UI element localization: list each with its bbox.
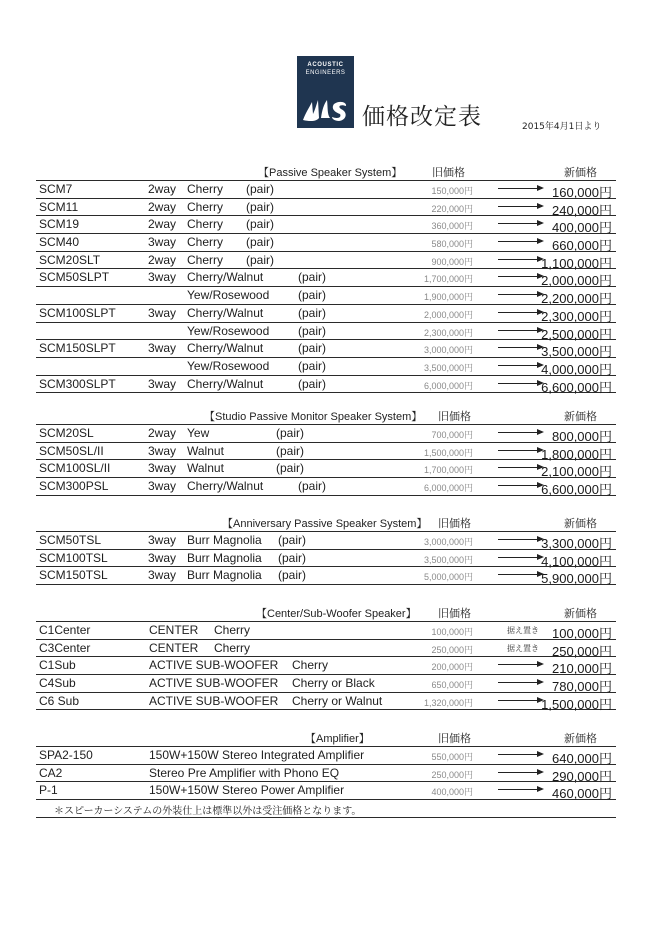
finish: Cherry [187, 182, 224, 196]
quantity-unit: (pair) [276, 426, 305, 440]
table-row [36, 180, 616, 198]
quantity-unit: (pair) [246, 252, 275, 267]
footnote-text: ＊スピーカーシステムの外装仕上は標準以外は受注価格となります。 [54, 806, 362, 818]
new-price: 1,500,000円 [541, 696, 612, 712]
new-price: 250,000円 [552, 643, 612, 659]
product-description: Stereo Pre Amplifier with Phono EQ [149, 765, 340, 780]
right-arrow-icon [498, 330, 542, 331]
old-price: 1,900,000円 [423, 292, 473, 303]
right-arrow-icon [498, 485, 542, 486]
table-row [36, 375, 616, 394]
finish: Cherry [187, 235, 224, 250]
brand-line1: ACOUSTIC [307, 62, 344, 68]
table-row [36, 233, 616, 254]
right-arrow-icon [498, 539, 542, 540]
table-row [36, 477, 616, 496]
right-arrow-icon [498, 467, 542, 468]
quantity-unit: (pair) [278, 533, 307, 547]
new-price: 1,800,000円 [541, 446, 612, 462]
quantity-unit: (pair) [298, 305, 327, 320]
table-row [36, 198, 616, 216]
finish: Walnut [187, 443, 224, 458]
footnote [36, 799, 616, 818]
old-price: 550,000円 [431, 752, 473, 762]
table-row [36, 764, 616, 782]
product-type: 3way [148, 443, 177, 458]
new-price: 6,600,000円 [541, 379, 612, 395]
atc-logo-mark-icon [301, 94, 350, 124]
section-title: 【Passive Speaker System】 [258, 167, 403, 179]
table-row [36, 639, 616, 657]
model-name: C4Sub [39, 676, 76, 691]
new-price: 3,500,000円 [541, 344, 612, 360]
product-type: 2way [148, 217, 177, 232]
model-name: SCM11 [39, 199, 79, 214]
model-name: SCM40 [39, 235, 80, 250]
old-price: 5,000,000円 [423, 572, 473, 583]
model-name: P-1 [39, 783, 58, 798]
finish: Cherry/Walnut [187, 341, 264, 356]
quantity-unit: (pair) [298, 358, 327, 373]
right-arrow-icon [498, 365, 542, 366]
new-price: 2,000,000円 [541, 273, 612, 289]
new-price: 5,900,000円 [541, 571, 612, 587]
right-arrow-icon [498, 682, 542, 683]
table-row [36, 268, 616, 289]
product-type: 2way [148, 199, 177, 214]
new-price: 2,500,000円 [541, 326, 612, 342]
finish: Cherry/Walnut [187, 376, 264, 391]
product-type: CENTER [149, 623, 199, 637]
old-price: 3,500,000円 [423, 554, 473, 565]
table-row [36, 781, 616, 802]
quantity-unit: (pair) [276, 461, 305, 476]
model-name: SPA2-150 [39, 748, 93, 762]
old-price: 360,000円 [431, 221, 473, 232]
right-arrow-icon [498, 223, 542, 224]
right-arrow-icon [498, 383, 542, 384]
model-name: SCM150TSL [39, 568, 108, 583]
quantity-unit: (pair) [278, 568, 307, 583]
table-row [36, 531, 616, 549]
model-name: C1Sub [39, 658, 76, 673]
new-price-header: 新価格 [564, 732, 597, 745]
table-row [36, 459, 616, 480]
old-price: 580,000円 [431, 239, 473, 250]
section-amplifier [36, 729, 616, 818]
right-arrow-icon [498, 241, 542, 242]
old-price: 250,000円 [431, 769, 473, 780]
old-price: 700,000円 [431, 430, 473, 440]
old-price: 200,000円 [431, 662, 473, 673]
old-price: 900,000円 [431, 256, 473, 267]
section-center-subwoofer [36, 604, 616, 710]
right-arrow-icon [498, 294, 542, 295]
finish: Cherry [292, 658, 329, 673]
effective-date: 2015年4月1日より [522, 122, 602, 132]
old-price: 1,700,000円 [423, 274, 473, 285]
right-arrow-icon [498, 259, 542, 260]
quantity-unit: (pair) [278, 550, 307, 565]
quantity-unit: (pair) [298, 376, 327, 391]
right-arrow-icon [498, 557, 542, 558]
finish: Cherry/Walnut [187, 305, 264, 320]
model-name: SCM100SL/II [39, 461, 111, 476]
old-price: 100,000円 [431, 627, 473, 637]
new-price: 4,000,000円 [541, 361, 612, 377]
new-price-header: 新価格 [564, 517, 597, 530]
section-studio-monitor [36, 407, 616, 496]
new-price: 640,000円 [552, 751, 612, 766]
model-name: C6 Sub [39, 693, 80, 708]
product-type: 3way [148, 270, 177, 285]
finish: Cherry/Walnut [187, 270, 264, 285]
product-type: 2way [148, 426, 177, 440]
table-row [36, 357, 616, 375]
table-row [36, 566, 616, 585]
right-arrow-icon [498, 574, 542, 575]
old-price: 1,500,000円 [423, 447, 473, 458]
table-row [36, 304, 616, 322]
new-price: 2,100,000円 [541, 464, 612, 480]
new-price: 1,100,000円 [541, 255, 612, 271]
quantity-unit: (pair) [276, 443, 305, 458]
new-price: 660,000円 [552, 238, 612, 254]
product-type: CENTER [149, 640, 199, 655]
quantity-unit: (pair) [246, 182, 275, 196]
product-description: 150W+150W Stereo Power Amplifier [149, 783, 345, 798]
right-arrow-icon [498, 664, 542, 665]
quantity-unit: (pair) [246, 235, 275, 250]
new-price-header: 新価格 [564, 166, 597, 179]
new-price: 460,000円 [552, 786, 612, 802]
right-arrow-icon [498, 276, 542, 277]
finish: Burr Magnolia [187, 568, 262, 583]
old-price: 2,300,000円 [423, 327, 473, 338]
product-type: 2way [148, 252, 177, 267]
finish: Cherry [187, 199, 224, 214]
product-type: 3way [148, 461, 177, 476]
finish: Yew/Rosewood [187, 288, 270, 303]
page-title: 価格改定表 [362, 104, 482, 130]
product-type: 3way [148, 479, 177, 494]
quantity-unit: (pair) [298, 341, 327, 356]
old-price-header: 旧価格 [438, 732, 471, 745]
old-price: 400,000円 [431, 787, 473, 798]
section-title: 【Amplifier】 [305, 733, 370, 745]
right-arrow-icon [498, 789, 542, 790]
section-title: 【Anniversary Passive Speaker System】 [222, 518, 428, 530]
model-name: C3Center [39, 640, 91, 655]
product-description: 150W+150W Stereo Integrated Amplifier [149, 748, 365, 762]
right-arrow-icon [498, 772, 542, 773]
new-price: 780,000円 [552, 679, 612, 695]
old-price: 3,000,000円 [423, 537, 473, 547]
new-price: 2,300,000円 [541, 308, 612, 324]
model-name: SCM300PSL [39, 479, 109, 494]
right-arrow-icon [498, 188, 542, 189]
product-type: 3way [148, 533, 177, 547]
new-price: 160,000円 [552, 185, 612, 200]
table-row [36, 674, 616, 695]
new-price: 6,600,000円 [541, 482, 612, 498]
old-price: 3,500,000円 [423, 362, 473, 373]
right-arrow-icon [498, 206, 542, 207]
unchanged-label: 据え置き [507, 643, 539, 653]
old-price-header: 旧価格 [432, 166, 465, 179]
product-type: 3way [148, 376, 177, 391]
product-type: 2way [148, 182, 177, 196]
finish: Yew [187, 426, 210, 440]
right-arrow-icon [498, 432, 542, 433]
section-title: 【Studio Passive Monitor Speaker System】 [204, 411, 423, 423]
model-name: SCM100SLPT [39, 305, 116, 320]
product-type: 3way [148, 305, 177, 320]
new-price-header: 新価格 [564, 410, 597, 423]
right-arrow-icon [498, 347, 542, 348]
old-price: 650,000円 [431, 680, 473, 691]
quantity-unit: (pair) [298, 270, 327, 285]
new-price: 3,300,000円 [541, 536, 612, 551]
model-name: SCM300SLPT [39, 376, 116, 391]
model-name: SCM20SLT [39, 252, 101, 267]
finish: Cherry [187, 217, 224, 232]
product-type: ACTIVE SUB-WOOFER [149, 676, 279, 691]
finish: Cherry [214, 623, 251, 637]
old-price: 250,000円 [431, 644, 473, 655]
product-type: 3way [148, 235, 177, 250]
model-name: CA2 [39, 765, 63, 780]
product-type: ACTIVE SUB-WOOFER [149, 693, 279, 708]
new-price-header: 新価格 [564, 607, 597, 620]
old-price: 6,000,000円 [423, 483, 473, 494]
quantity-unit: (pair) [298, 323, 327, 338]
finish: Yew/Rosewood [187, 358, 270, 373]
old-price-header: 旧価格 [438, 517, 471, 530]
right-arrow-icon [498, 312, 542, 313]
acoustic-engineers-logo [297, 56, 354, 128]
model-name: SCM100TSL [39, 550, 108, 565]
table-row [36, 442, 616, 460]
new-price: 100,000円 [552, 626, 612, 641]
table-row [36, 322, 616, 340]
table-row [36, 692, 616, 711]
model-name: C1Center [39, 623, 91, 637]
table-row [36, 215, 616, 236]
model-name: SCM150SLPT [39, 341, 116, 356]
new-price: 4,100,000円 [541, 553, 612, 569]
product-type: 3way [148, 568, 177, 583]
old-price: 2,000,000円 [423, 309, 473, 320]
section-passive-speaker-system [36, 163, 616, 393]
quantity-unit: (pair) [246, 199, 275, 214]
new-price: 800,000円 [552, 429, 612, 444]
table-row [36, 656, 616, 677]
model-name: SCM20SL [39, 426, 94, 440]
unchanged-label: 据え置き [507, 626, 539, 635]
section-title: 【Center/Sub-Woofer Speaker】 [256, 608, 417, 620]
new-price: 2,200,000円 [541, 291, 612, 307]
table-row [36, 251, 616, 269]
finish: Cherry/Walnut [187, 479, 264, 494]
model-name: SCM50SL/II [39, 443, 104, 458]
old-price: 3,000,000円 [423, 345, 473, 356]
new-price: 400,000円 [552, 220, 612, 236]
finish: Yew/Rosewood [187, 323, 270, 338]
old-price-header: 旧価格 [438, 410, 471, 423]
old-price: 150,000円 [431, 186, 473, 196]
table-row [36, 339, 616, 360]
product-type: ACTIVE SUB-WOOFER [149, 658, 279, 673]
section-anniversary [36, 514, 616, 585]
model-name: SCM7 [39, 182, 73, 196]
right-arrow-icon [498, 450, 542, 451]
model-name: SCM19 [39, 217, 80, 232]
new-price: 210,000円 [552, 661, 612, 677]
product-type: 3way [148, 550, 177, 565]
right-arrow-icon [498, 754, 542, 755]
finish: Cherry [214, 640, 251, 655]
finish: Cherry or Walnut [292, 693, 383, 708]
finish: Walnut [187, 461, 224, 476]
product-type: 3way [148, 341, 177, 356]
table-row [36, 549, 616, 567]
model-name: SCM50TSL [39, 533, 102, 547]
right-arrow-icon [498, 700, 542, 701]
finish: Burr Magnolia [187, 550, 262, 565]
finish: Burr Magnolia [187, 533, 262, 547]
table-row [36, 621, 616, 639]
table-row [36, 424, 616, 442]
old-price-header: 旧価格 [438, 607, 471, 620]
new-price: 290,000円 [552, 768, 612, 784]
finish: Cherry or Black [292, 676, 375, 691]
new-price: 240,000円 [552, 202, 612, 218]
old-price: 1,320,000円 [423, 697, 473, 708]
quantity-unit: (pair) [298, 479, 327, 494]
finish: Cherry [187, 252, 224, 267]
table-row [36, 746, 616, 764]
brand-line2: ENGINEERS [305, 70, 346, 76]
table-row [36, 286, 616, 307]
old-price: 220,000円 [431, 203, 473, 214]
quantity-unit: (pair) [246, 217, 275, 232]
model-name: SCM50SLPT [39, 270, 110, 285]
quantity-unit: (pair) [298, 288, 327, 303]
old-price: 1,700,000円 [423, 465, 473, 476]
old-price: 6,000,000円 [423, 380, 473, 391]
